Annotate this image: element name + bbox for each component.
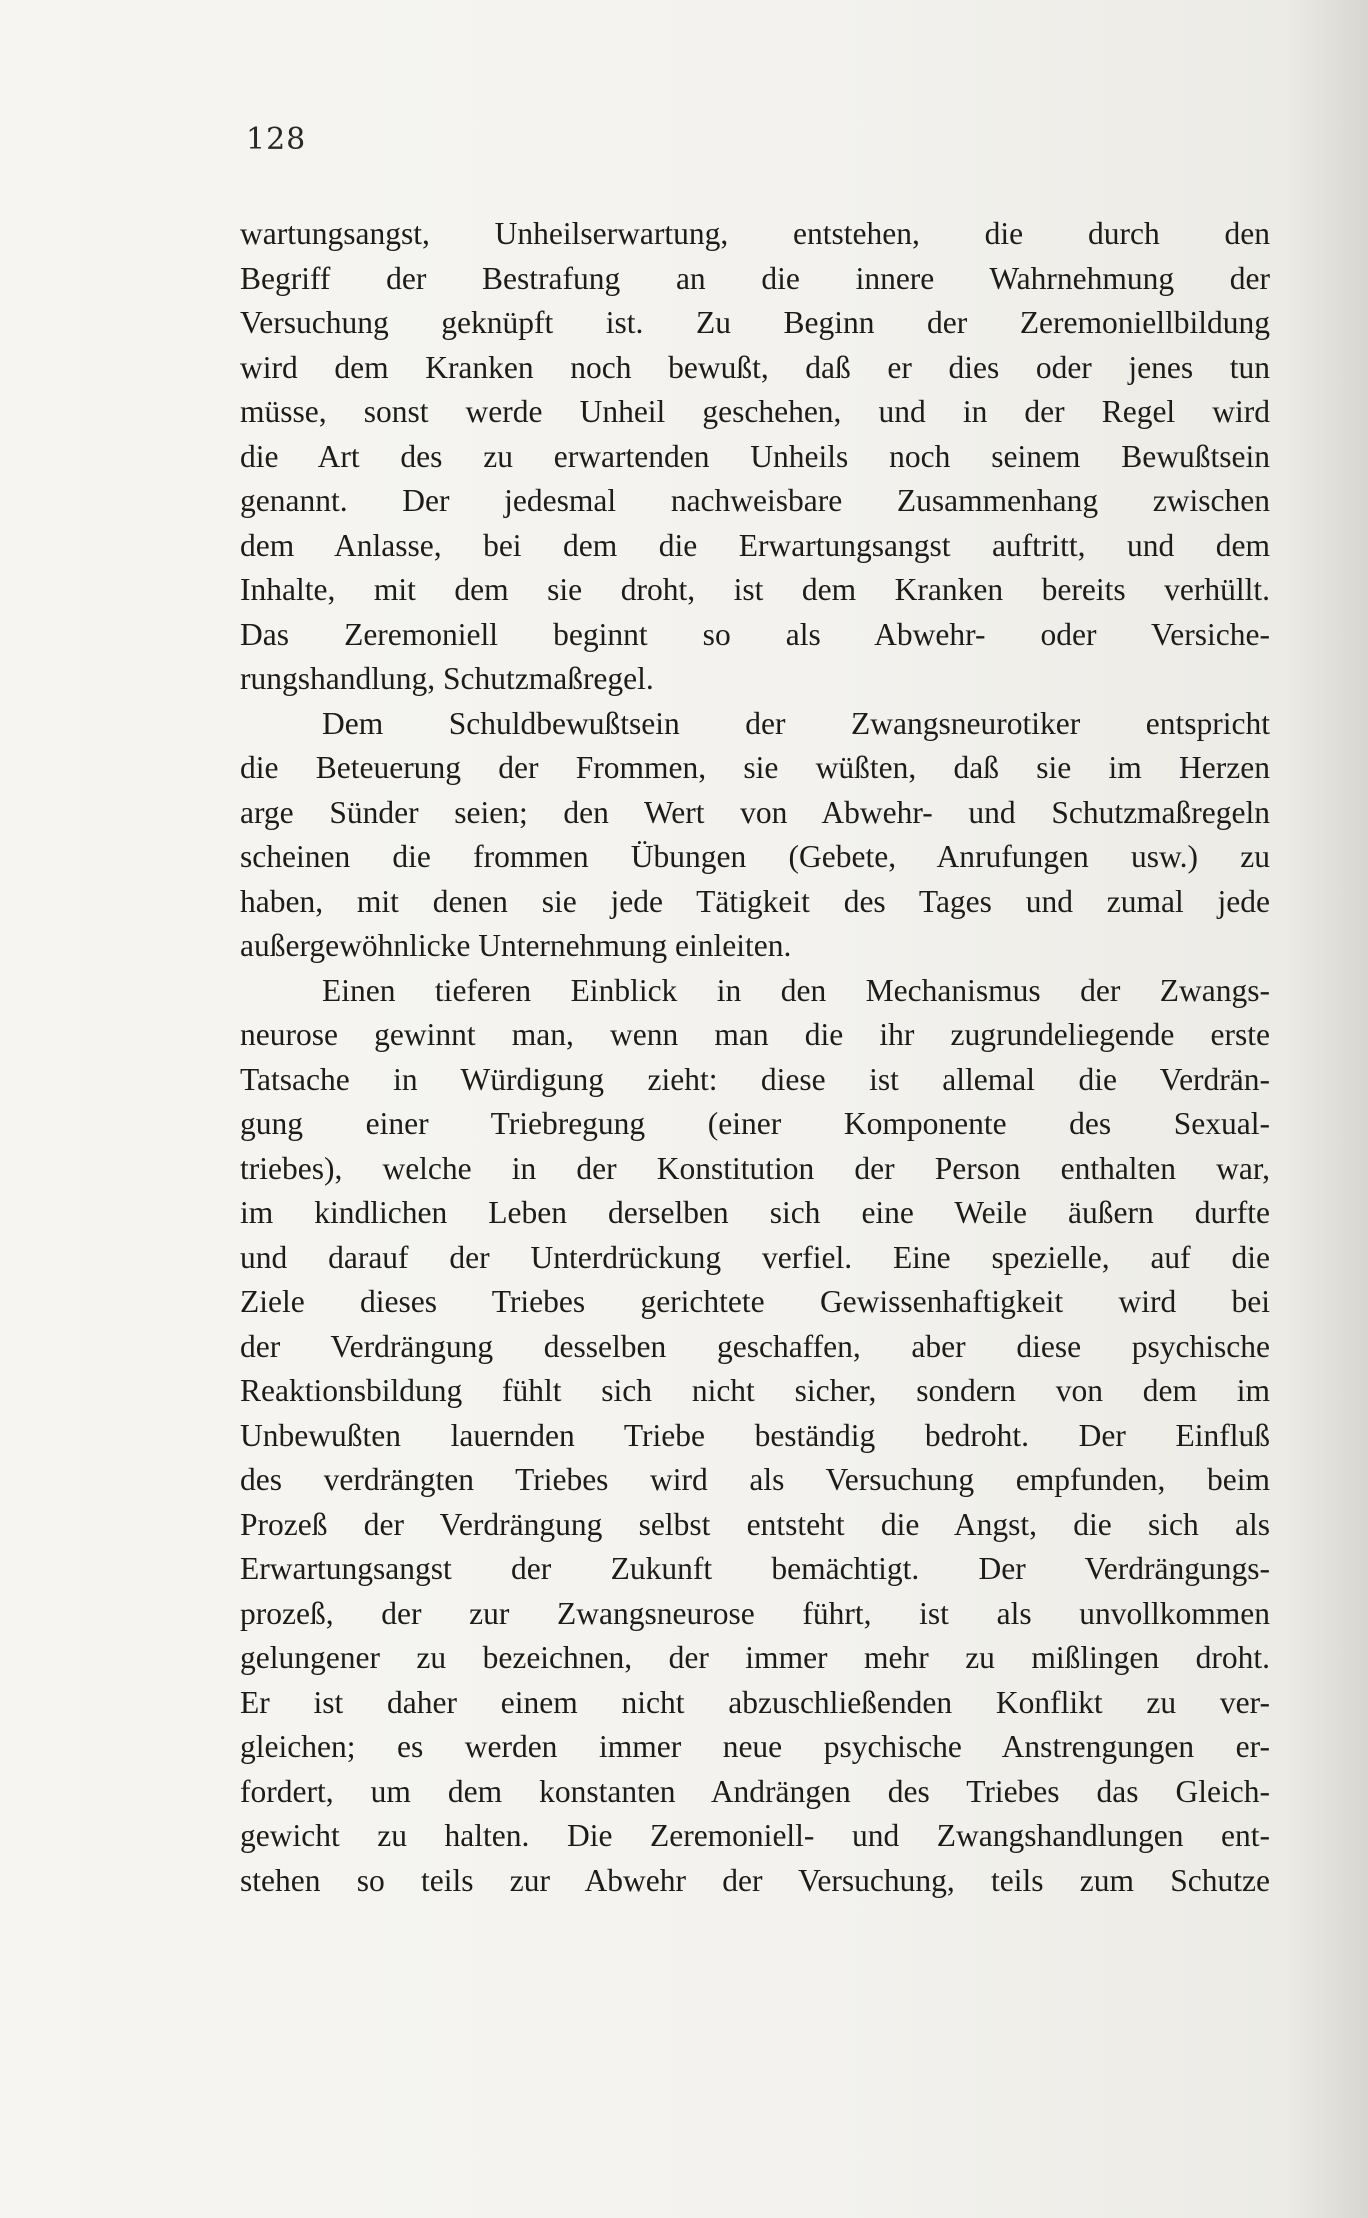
body-text: [240, 212, 1270, 1903]
text-line: Ziele dieses Triebes gerichtete Gewissenhaftigkeit wird bei: [240, 1284, 1270, 1319]
text-line: Begriff der Bestrafung an die innere Wahrnehmung der: [240, 260, 1270, 296]
text-line: müsse, sonst werde Unheil geschehen, und in der Regel wird: [240, 394, 1270, 429]
text-line: Inhalte, mit dem sie droht, ist dem Kranken bereits verhüllt.: [240, 572, 1270, 607]
page-number: 128: [246, 122, 307, 157]
text-line: Dem Schuldbewußtsein der Zwangsneurotiker entspricht: [322, 705, 1270, 741]
text-line: haben, mit denen sie jede Tätigkeit des Tages und zumal jede: [240, 883, 1270, 919]
text-line: Das Zeremoniell beginnt so als Abwehr- oder Versiche-: [240, 616, 1270, 652]
text-line: und darauf der Unterdrückung verfiel. Eine spezielle, auf die: [240, 1239, 1270, 1275]
text-line: Tatsache in Würdigung zieht: diese ist allemal die Verdrän-: [240, 1061, 1270, 1097]
text-line: Reaktionsbildung fühlt sich nicht sicher, sondern von dem im: [240, 1373, 1270, 1408]
text-line: im kindlichen Leben derselben sich eine Weile äußern durfte: [240, 1195, 1270, 1230]
text-line: gewicht zu halten. Die Zeremoniell- und Zwangshandlungen ent-: [240, 1818, 1270, 1853]
text-line: der Verdrängung desselben geschaffen, aber diese psychische: [240, 1328, 1270, 1364]
text-line: Erwartungsangst der Zukunft bemächtigt. Der Verdrängungs-: [240, 1551, 1270, 1586]
paragraph-2: [240, 702, 1270, 969]
text-line: wartungsangst, Unheilserwartung, entstehen, die durch den: [240, 216, 1270, 251]
text-line: Er ist daher einem nicht abzuschließenden Konflikt zu ver-: [240, 1684, 1270, 1720]
text-line: die Beteuerung der Frommen, sie wüßten, daß sie im Herzen: [240, 750, 1270, 785]
text-line: fordert, um dem konstanten Andrängen des Triebes das Gleich-: [240, 1773, 1270, 1809]
text-line: prozeß, der zur Zwangsneurose führt, ist als unvollkommen: [240, 1595, 1270, 1631]
text-line: scheinen die frommen Übungen (Gebete, Anrufungen usw.) zu: [240, 839, 1270, 874]
text-line: dem Anlasse, bei dem die Erwartungsangst auftritt, und dem: [240, 527, 1270, 563]
text-line: außergewöhnlicke Unternehmung einleiten.: [240, 928, 792, 963]
paragraph-1: [240, 212, 1270, 702]
text-line: neurose gewinnt man, wenn man die ihr zugrundeliegende erste: [240, 1017, 1270, 1052]
text-line: arge Sünder seien; den Wert von Abwehr- und Schutzmaßregeln: [240, 794, 1270, 830]
text-line: genannt. Der jedesmal nachweisbare Zusammenhang zwischen: [240, 483, 1270, 518]
text-line: stehen so teils zur Abwehr der Versuchung, teils zum Schutze: [240, 1862, 1270, 1898]
text-line: rungshandlung, Schutzmaßregel.: [240, 661, 654, 696]
paragraph-3: [240, 969, 1270, 1904]
text-line: triebes), welche in der Konstitution der Person enthalten war,: [240, 1150, 1270, 1186]
text-line: gleichen; es werden immer neue psychische Anstrengungen er-: [240, 1729, 1270, 1764]
text-line: Unbewußten lauernden Triebe beständig bedroht. Der Einfluß: [240, 1417, 1270, 1453]
text-line: wird dem Kranken noch bewußt, daß er dies oder jenes tun: [240, 349, 1270, 385]
text-line: Versuchung geknüpft ist. Zu Beginn der Zeremoniellbildung: [240, 305, 1270, 340]
text-line: die Art des zu erwartenden Unheils noch seinem Bewußtsein: [240, 438, 1270, 474]
text-line: des verdrängten Triebes wird als Versuchung empfunden, beim: [240, 1462, 1270, 1497]
text-line: gelungener zu bezeichnen, der immer mehr zu mißlingen droht.: [240, 1640, 1270, 1675]
text-line: Einen tieferen Einblick in den Mechanismus der Zwangs-: [322, 972, 1270, 1008]
text-line: Prozeß der Verdrängung selbst entsteht die Angst, die sich als: [240, 1506, 1270, 1542]
text-line: gung einer Triebregung (einer Komponente des Sexual-: [240, 1106, 1270, 1141]
